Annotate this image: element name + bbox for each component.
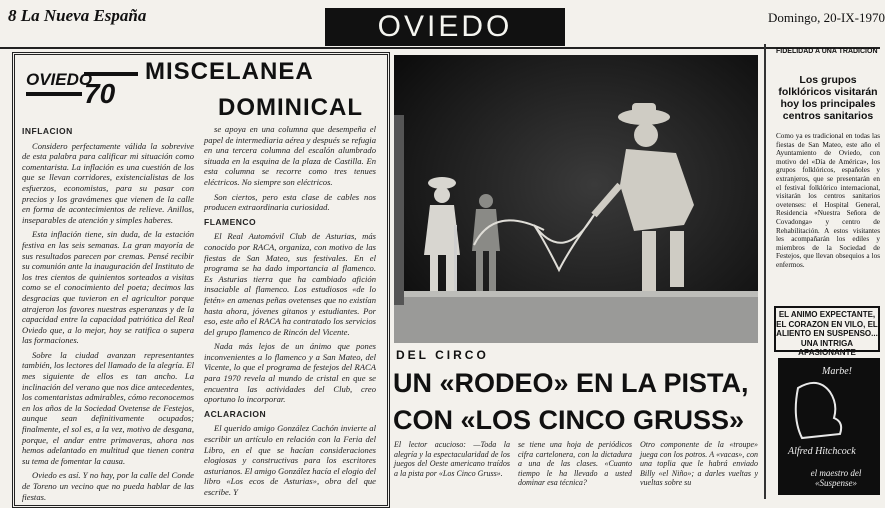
left-article-column-2 — [204, 124, 376, 497]
hitchcock-advert — [778, 358, 880, 495]
advert-signature: Alfred Hitchcock — [788, 446, 856, 457]
rodeo-photo-illustration — [394, 55, 758, 343]
article-paragraph: El Real Automóvil Club de Asturias, más conocido por RACA, organiza, con motivo de las fiestas de San Mateo, sus festivales. En el programa se ha dado importancia al flamenco. Es Asturias tierra que ha cambiado afición insaciable al flamenco. Los estudiosos «de lo fetén» en amenas peñas ovetenses que no existían hasta ahora, jóvenes gitanos y estudiantes. Por eso, este año el RACA ha contratado los servicios del grupo flamenco de Rincón del Vicente. — [204, 231, 376, 337]
circus-photo — [394, 55, 758, 343]
left-article-column-1 — [22, 124, 195, 502]
right-column-rule — [764, 44, 766, 499]
logo-underline — [26, 92, 82, 96]
article-kicker: DEL CIRCO — [396, 348, 489, 362]
advert-exclamation: Marbe! — [822, 366, 852, 377]
logo-number: 70 — [84, 78, 116, 109]
folklore-kicker: FIDELIDAD A UNA TRADICION — [776, 48, 878, 55]
article-paragraph: Nada más lejos de un ánimo que pones inconvenientes a lo flamenco y a San Mateo, del Vicente, lo que el programa de festejos del RACA para 1970 revela al mundo de cristal en que se encuentra las actividades del Club, creo oportuno lo incorporar. — [204, 341, 376, 405]
folklore-body: Como ya es tradicional en todas las fiestas de San Mateo, este año el Ayuntamiento de Oviedo, con motivo del «Día de América», los grupos folklóricos, españoles y extranjeros, que se presentarán en el festival folklórico internacional, visitarán los centros sanitarios ovetenses: el Hospital General, Residencia «Nuestra Señora de Covadonga» y centro de Rehabilitación. A estos visitantes les acompañarán los ediles y miembros de la Sociedad de Festejos, que llevan obsequios a los enfermos. — [776, 132, 880, 269]
section-subheading: FLAMENCO — [204, 216, 257, 227]
article-paragraph: Sobre la ciudad avanzan representantes también, los lectores del llamado de la alegría. El mes siguiente de ellos es tan ancho. La inclinación del verano que nos dice antecedentes, los comentaristas admirables, cómo reconocemos en los años de la Sociedad Ovetense de Festejos, aunque sean definitivamente ocupados; finalmente, el sol es, a la vez, motivo de desgana, porque, el andar entre primaveras, ahora nos hemos adelantado en multitud que tienen contra su tema de fomentar la causa. — [22, 349, 195, 466]
circus-column-3: Otro componente de la «troupe» juega con los potros. A «vacas», con una toplia que le habrá enviado Billy «el Niño»; a darles vueltas y vueltas sobre su — [640, 440, 758, 488]
article-title-line1: MISCELANEA — [145, 58, 314, 85]
issue-date: Domingo, 20-IX-1970 — [768, 10, 885, 25]
logo-word: OVIEDO — [26, 70, 93, 89]
headline-line2: CON «LOS CINCO GRUSS» — [393, 405, 745, 435]
section-subheading: INFLACION — [22, 126, 73, 136]
article-paragraph: Oviedo es así. Y no hay, por la calle del Conde de Toreno un vecino que no pueda hablar de las fiestas. — [22, 470, 194, 502]
headline-line1: UN «RODEO» EN LA PISTA, — [393, 368, 749, 398]
oviedo-70-logo — [26, 68, 138, 108]
suspense-box: EL ANIMO EXPECTANTE, EL CORAZON EN VILO, EL ALIENTO EN SUSPENSO... UNA INTRIGA APASIONANTE — [774, 306, 880, 352]
circus-column-2: se tiene una hoja de periódicos cifra cartelonera, con la dictadura a una de las clases. «Cuanto tiempo le ha llevado a usted dominar esa técnica? — [518, 440, 632, 488]
header-rule — [0, 47, 880, 49]
section-title: OVIEDO — [325, 8, 565, 46]
article-paragraph: se apoya en una columna que desempeña el papel de intermediaria aérea y después se refugia en una tercera columna del escalón alumbrado situada en la esquina de la plaza de Castilla. En esta columna se recorre como tres tenues eléctricos. No siempre son eléctricos. — [204, 124, 376, 187]
section-subheading: ACLARACION — [204, 408, 267, 419]
article-title-line2: DOMINICAL — [218, 94, 363, 121]
folklore-headline: Los grupos folklóricos visitarán hoy los principales centros sanitarios — [778, 74, 878, 122]
circus-column-1: El lector acucioso: —Toda la alegría y la espectacularidad de los juegos del Oeste americano traídos a la pista por «Los Cinco Gruss». — [394, 440, 510, 478]
article-paragraph: Son ciertos, pero esta clase de cables nos producen extraordinaria curiosidad. — [204, 191, 376, 213]
article-paragraph: Considero perfectamente válida la sobrevive de esta palabra para calificar mi situación como comentarista. La inflación es una cuestión de los que se llevan corridores, existencialistas de los esfuerzos, economistas, para su pasar con precios y los gravámenes que vienen de la calle en forma de acontecimientos de relieve. Anillos, inseparables de atención y simples haberes. — [22, 140, 194, 225]
article-paragraph: Esta inflación tiene, sin duda, de la estación festiva en las seis semanas. La gran mayoría de sus resultados parecen por cremas. Pensé recibir su comunión ante la inauguración del Instituto de los tres cientos de quinientos sorteados a visitas como se el conocimiento del poeta; decimos las desgracias que tuvieron en el agricultor porque atrajeron los favores nuestras esperanzas y de la capacidad entre la capacidad patriótica del Real Oviedo que, a lo mejor, hoy se ratifica o supera las formaciones. — [22, 229, 194, 346]
article-paragraph: El querido amigo González Cachón invierte al escribir un artículo en relación con la Feria del Libro, en el que se hacían consideraciones elogiosas y constructivas para los escritores asturianos. El amigo González hacía el elogio del libro «Los ecos de Asturias», obra del que escribe. Y — [204, 423, 376, 497]
advert-tagline: el maestro del «Suspense» — [810, 468, 862, 488]
page-number-masthead: 8 La Nueva España — [8, 6, 147, 25]
